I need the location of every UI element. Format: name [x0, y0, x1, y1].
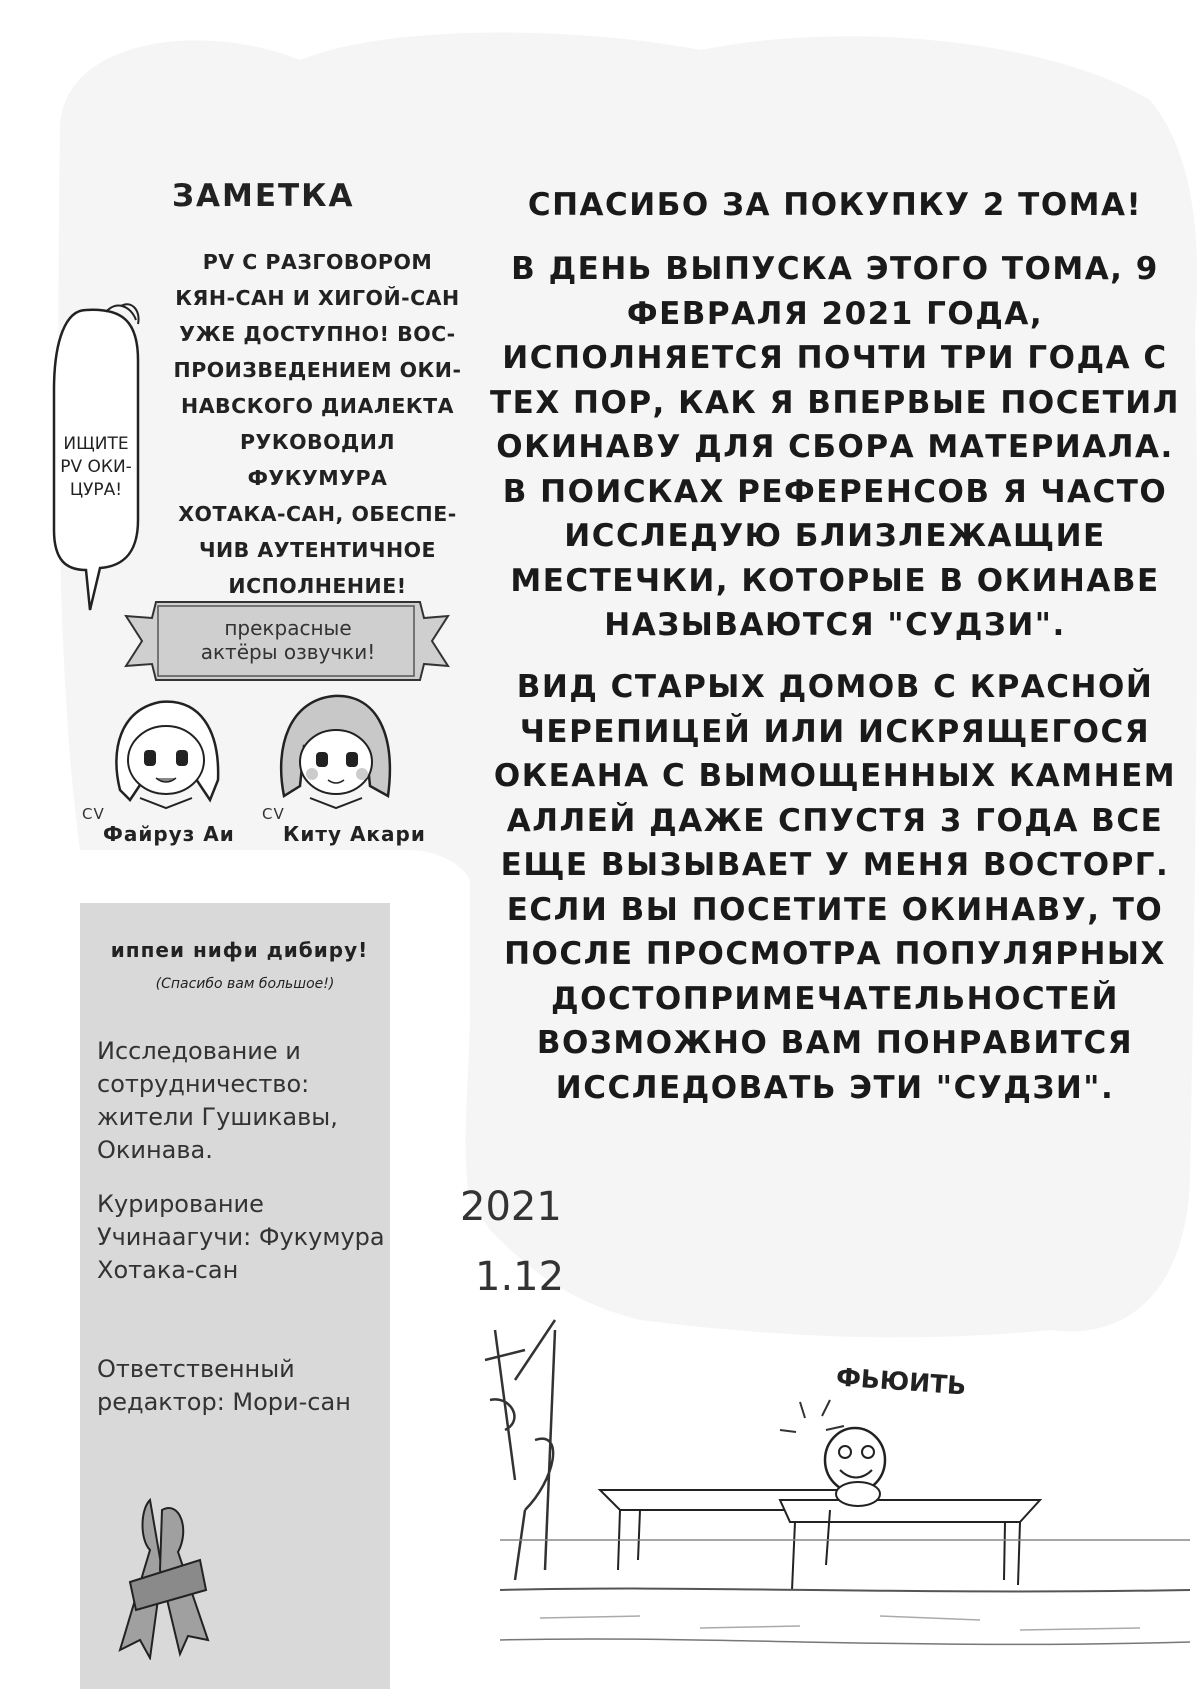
banner-text: прекрасные актёры озвучки! — [200, 616, 376, 664]
voice-actor-2-name: Киту Акари — [283, 822, 426, 846]
voice-actor-2-illustration — [270, 686, 400, 810]
credit-supervision: Курирование Учинаагучи: Фукумура Хотака-сан — [97, 1190, 385, 1284]
thanks-subtitle: (Спасибо вам большое!) — [155, 976, 335, 992]
ribbon-icon — [100, 1490, 220, 1660]
voice-actor-1-illustration — [100, 690, 230, 810]
thanks-title: иппеи нифи дибиру! — [110, 938, 369, 962]
cv-label-2: CV — [262, 805, 285, 823]
signature-year: 2021 — [460, 1184, 562, 1230]
main-heading: СПАСИБО ЗА ПОКУПКУ 2 ТОМА! — [527, 187, 1143, 223]
credit-editor: Ответственный редактор: Мори-сан — [97, 1355, 351, 1416]
cv-label-1: CV — [82, 805, 105, 823]
main-paragraph-2: ВИД СТАРЫХ ДОМОВ С КРАСНОЙ ЧЕРЕПИЦЕЙ ИЛИ ИСКРЯЩЕГОСЯ ОКЕАНА С ВЫМОЩЕННЫХ КАМНЕМ АЛЛЕЙ ДАЖЕ СПУСТЯ 3 ГОДА ВСЕ ЕЩЕ ВЫЗЫВАЕТ У МЕНЯ ВОСТОРГ. ЕСЛИ ВЫ ПОСЕТИТЕ ОКИНАВУ, ТО ПОСЛЕ ПРОСМОТРА ПОПУЛЯРНЫХ ДОСТОПРИМЕЧАТЕЛЬНОСТЕЙ ВОЗМОЖНО ВАМ ПОНРАВИТСЯ ИССЛЕДОВАТЬ ЭТИ "СУДЗИ". — [493, 669, 1177, 1106]
main-paragraph-1: В ДЕНЬ ВЫПУСКА ЭТОГО ТОМА, 9 ФЕВРАЛЯ 2021 ГОДА, ИСПОЛНЯЕТСЯ ПОЧТИ ТРИ ГОДА С ТЕХ ПОР, КАК Я ВПЕРВЫЕ ПОСЕТИЛ ОКИНАВУ ДЛЯ СБОРА МАТЕРИАЛА. В ПОИСКАХ РЕФЕРЕНСОВ Я ЧАСТО ИССЛЕДУЮ БЛИЗЛЕЖАЩИЕ МЕСТЕЧКИ, КОТОРЫЕ В ОКИНАВЕ НАЗЫВАЮТСЯ "СУДЗИ". — [490, 251, 1180, 643]
note-body: PV С РАЗГОВОРОМ КЯН-САН И ХИГОЙ-САН УЖЕ ДОСТУПНО! ВОС- ПРОИЗВЕДЕНИЕМ ОКИ- НАВСКОГО ДИАЛЕКТА РУКОВОДИЛ ФУКУМУРА ХОТАКА-САН, ОБЕСПЕ- ЧИВ АУТЕНТИЧНОЕ ИСПОЛНЕНИЕ! — [173, 250, 462, 598]
signature-date: 1.12 — [475, 1254, 565, 1300]
bench-scene-illustration — [500, 1390, 1190, 1690]
note-title: ЗАМЕТКА — [172, 178, 355, 214]
credit-research: Исследование и сотрудничество: жители Гушикавы, Окинава. — [97, 1037, 338, 1164]
voice-actor-1-name: Файруз Аи — [103, 822, 235, 846]
speech-bubble-text: ИЩИТЕ PV ОКИ- ЦУРА! — [60, 434, 132, 500]
sound-effect: ФЬЮИТЬ — [835, 1362, 968, 1401]
